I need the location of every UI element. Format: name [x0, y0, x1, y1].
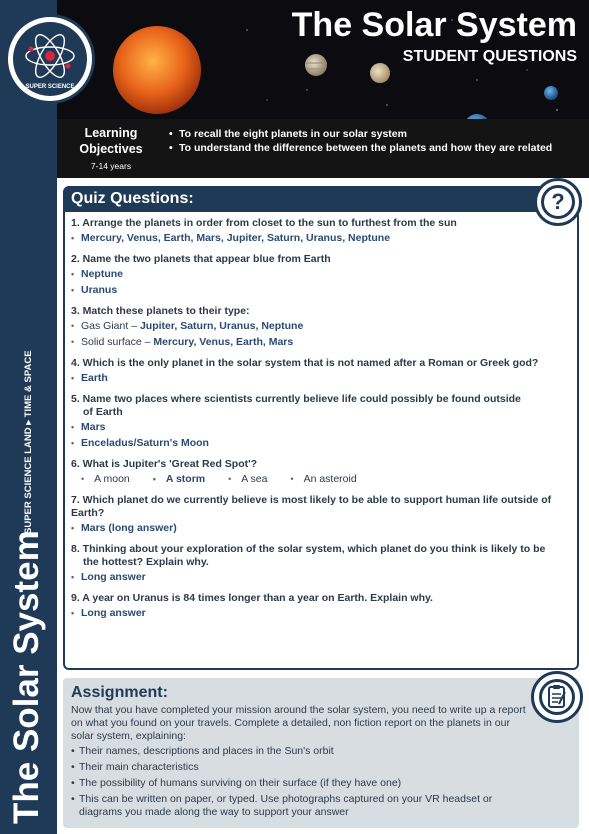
option: • An asteroid — [290, 473, 357, 485]
question-7: 7. Which planet do we currently believe is most likely to be able to support human life outside of Earth? • Mars (long answer) — [71, 494, 571, 536]
atom-icon — [13, 22, 87, 96]
objectives-list — [169, 127, 579, 155]
option-selected: • A storm — [152, 473, 206, 485]
question-list — [71, 217, 571, 628]
answer: • Uranus — [71, 282, 571, 298]
svg-text:SUPER SCIENCE: SUPER SCIENCE — [25, 84, 75, 90]
quiz-header — [65, 188, 577, 212]
answer: • Earth — [71, 370, 571, 386]
assignment-box — [63, 678, 579, 828]
answer: • Gas Giant – Jupiter, Saturn, Uranus, Neptune — [71, 318, 571, 334]
answer: • Long answer — [71, 569, 571, 585]
assignment-list — [71, 745, 527, 819]
assignment-intro: Now that you have completed your mission around the solar system, you need to write up a report on what you found on your travels. Complete a detailed, non fiction report on the planets in our solar system, explaining: — [71, 704, 526, 742]
super-science-logo — [5, 14, 95, 104]
question-8: 8. Thinking about your exploration of the solar system, which planet do you think is likely to be the hottest? Explain why. • Long answer — [71, 543, 571, 585]
page-subtitle: STUDENT QUESTIONS — [402, 48, 577, 65]
assignment-item: • This can be written on paper, or typed. Use photographs captured on your VR headset or diagrams you made along the way to support your answer — [71, 793, 527, 819]
clipboard-icon — [531, 671, 583, 723]
quiz-title: Quiz Questions: — [71, 190, 194, 207]
objective-item: • To understand the difference between the planets and how they are related — [169, 141, 579, 155]
answer: • Mars — [71, 419, 571, 435]
question-2: 2. Name the two planets that appear blue from Earth • Neptune • Uranus — [71, 253, 571, 298]
question-1: 1. Arrange the planets in order from closet to the sun to furthest from the sun • Mercury, Venus, Earth, Mars, Jupiter, Saturn, Uranus, Neptune — [71, 217, 571, 246]
question-3: 3. Match these planets to their type: • Gas Giant – Jupiter, Saturn, Uranus, Neptune • Solid surface – Mercury, Venus, Earth, Mars — [71, 305, 571, 350]
page-title: The Solar System — [291, 6, 577, 44]
question-mark-icon: ? — [534, 178, 582, 226]
quiz-box — [63, 186, 579, 670]
sidebar: SUPER SCIENCE LAND ▸ TIME & SPACE The Solar System — [0, 0, 57, 834]
assignment-item: • Their main characteristics — [71, 761, 527, 774]
answer-options — [71, 471, 571, 487]
answer: • Neptune — [71, 266, 571, 282]
assignment-item: • The possibility of humans surviving on their surface (if they have one) — [71, 777, 527, 790]
question-4: 4. Which is the only planet in the solar system that is not named after a Roman or Greek god? • Earth — [71, 357, 571, 386]
question-5: 5. Name two places where scientists currently believe life could possibly be found outside of Earth • Mars • Enceladus/Saturn's Moon — [71, 393, 571, 451]
answer: • Enceladus/Saturn's Moon — [71, 435, 571, 451]
objectives-label: Learning Objectives — [79, 126, 143, 156]
option: • A moon — [81, 473, 130, 485]
assignment-body — [71, 704, 527, 822]
answer: • Mercury, Venus, Earth, Mars, Jupiter, Saturn, Uranus, Neptune — [71, 230, 571, 246]
answer: • Long answer — [71, 605, 571, 621]
answer: • Mars (long answer) — [71, 520, 571, 536]
question-9: 9. A year on Uranus is 84 times longer than a year on Earth. Explain why. • Long answer — [71, 592, 571, 621]
sidebar-title: The Solar System — [7, 530, 46, 824]
option: • A sea — [228, 473, 268, 485]
answer: • Solid surface – Mercury, Venus, Earth, Mars — [71, 334, 571, 350]
age-range: 7-14 years — [90, 161, 132, 171]
question-6: 6. What is Jupiter's 'Great Red Spot'? • A moon • A storm • A sea • An asteroid — [71, 458, 571, 487]
assignment-title: Assignment: — [71, 684, 168, 701]
assignment-item: • Their names, descriptions and places in the Sun's orbit — [71, 745, 527, 758]
objective-item: • To recall the eight planets in our solar system — [169, 127, 579, 141]
learning-objectives — [57, 119, 589, 178]
